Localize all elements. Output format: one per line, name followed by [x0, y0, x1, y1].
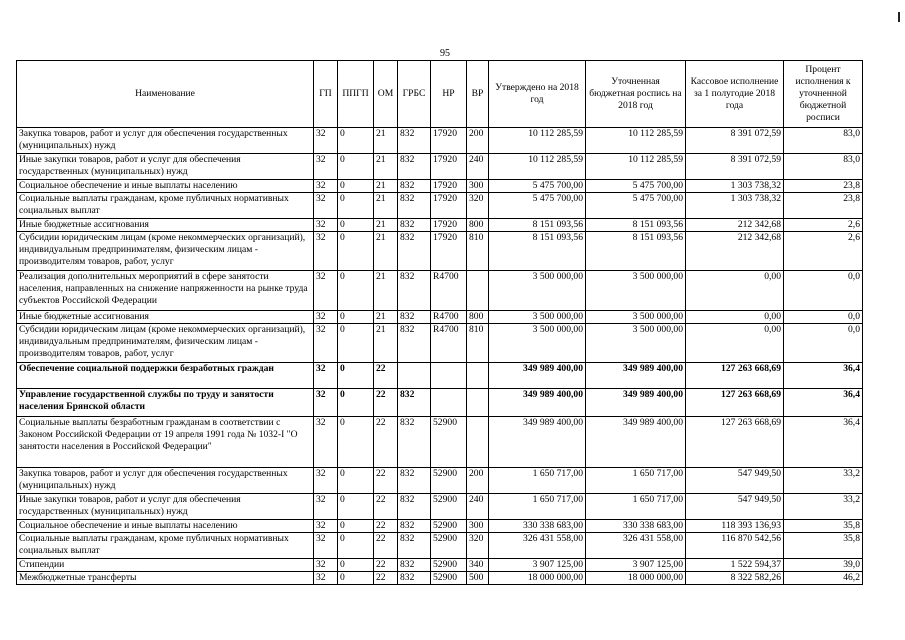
row-cash: 116 870 542,56	[686, 533, 784, 559]
row-percent: 83,0	[784, 154, 863, 180]
row-ppgp: 0	[338, 468, 374, 494]
budget-execution-table	[16, 60, 863, 585]
row-name: Социальные выплаты безработным гражданам в соответствии с Законом Российской Федерации от 19 апреля 1991 года № 1032-I "О занятости населения в Российской Федерации"	[17, 417, 314, 468]
row-grbs: 832	[398, 154, 431, 180]
row-grbs: 832	[398, 520, 431, 533]
row-nr: 17920	[431, 232, 467, 271]
row-vr: 340	[467, 559, 489, 572]
row-percent: 33,2	[784, 468, 863, 494]
table-row	[17, 363, 863, 389]
row-cash: 1 522 594,37	[686, 559, 784, 572]
row-ppgp: 0	[338, 417, 374, 468]
column-header-grbs: ГРБС	[398, 61, 431, 128]
row-cash: 127 263 668,69	[686, 417, 784, 468]
row-gp: 32	[314, 389, 338, 417]
row-approved: 8 151 093,56	[489, 219, 586, 232]
row-name: Межбюджетные трансферты	[17, 572, 314, 585]
row-refined: 5 475 700,00	[586, 193, 686, 219]
column-header-vr: ВР	[467, 61, 489, 128]
row-approved: 3 500 000,00	[489, 324, 586, 363]
row-percent: 35,8	[784, 533, 863, 559]
row-vr: 500	[467, 572, 489, 585]
row-nr: 17920	[431, 219, 467, 232]
row-vr: 240	[467, 154, 489, 180]
row-gp: 32	[314, 219, 338, 232]
row-vr	[467, 363, 489, 389]
row-refined: 349 989 400,00	[586, 363, 686, 389]
row-vr: 800	[467, 311, 489, 324]
row-approved: 349 989 400,00	[489, 417, 586, 468]
row-grbs: 832	[398, 193, 431, 219]
table-row	[17, 559, 863, 572]
row-grbs: 832	[398, 324, 431, 363]
row-gp: 32	[314, 572, 338, 585]
row-approved: 1 650 717,00	[489, 468, 586, 494]
row-cash: 127 263 668,69	[686, 363, 784, 389]
row-vr: 200	[467, 128, 489, 154]
row-grbs: 832	[398, 232, 431, 271]
row-approved: 330 338 683,00	[489, 520, 586, 533]
row-refined: 5 475 700,00	[586, 180, 686, 193]
row-vr	[467, 271, 489, 311]
table-row	[17, 572, 863, 585]
row-om: 22	[374, 417, 398, 468]
table-row	[17, 271, 863, 311]
row-om: 21	[374, 324, 398, 363]
row-percent: 0,0	[784, 271, 863, 311]
row-percent: 0,0	[784, 324, 863, 363]
row-percent: 36,4	[784, 417, 863, 468]
table-row	[17, 232, 863, 271]
table-header-row	[17, 61, 863, 128]
row-gp: 32	[314, 363, 338, 389]
row-name: Реализация дополнительных мероприятий в сфере занятости населения, направленных на снижение напряженности на рынке труда субъектов Российской Федерации	[17, 271, 314, 311]
row-nr: R4700	[431, 271, 467, 311]
row-approved: 3 907 125,00	[489, 559, 586, 572]
row-cash: 127 263 668,69	[686, 389, 784, 417]
row-approved: 10 112 285,59	[489, 128, 586, 154]
row-ppgp: 0	[338, 154, 374, 180]
row-nr: 52900	[431, 417, 467, 468]
table-row	[17, 128, 863, 154]
row-om: 21	[374, 193, 398, 219]
row-vr: 240	[467, 494, 489, 520]
row-refined: 3 500 000,00	[586, 324, 686, 363]
row-name: Закупка товаров, работ и услуг для обеспечения государственных (муниципальных) нужд	[17, 468, 314, 494]
row-nr: 17920	[431, 180, 467, 193]
row-grbs: 832	[398, 559, 431, 572]
column-header-om: ОМ	[374, 61, 398, 128]
row-approved: 8 151 093,56	[489, 232, 586, 271]
row-cash: 0,00	[686, 324, 784, 363]
table-row	[17, 180, 863, 193]
row-cash: 212 342,68	[686, 219, 784, 232]
row-name: Управление государственной службы по труду и занятости населения Брянской области	[17, 389, 314, 417]
row-om: 22	[374, 520, 398, 533]
row-name: Обеспечение социальной поддержки безработных граждан	[17, 363, 314, 389]
row-nr: R4700	[431, 311, 467, 324]
row-name: Иные закупки товаров, работ и услуг для обеспечения государственных (муниципальных) нужд	[17, 154, 314, 180]
row-percent: 23,8	[784, 193, 863, 219]
table-row	[17, 468, 863, 494]
row-ppgp: 0	[338, 193, 374, 219]
row-name: Социальное обеспечение и иные выплаты населению	[17, 180, 314, 193]
table-row	[17, 311, 863, 324]
row-grbs: 832	[398, 180, 431, 193]
row-grbs: 832	[398, 572, 431, 585]
row-gp: 32	[314, 193, 338, 219]
row-nr: 52900	[431, 520, 467, 533]
column-header-cash: Кассовое исполнение за 1 полугодие 2018 года	[686, 61, 784, 128]
row-nr: 52900	[431, 533, 467, 559]
row-approved: 349 989 400,00	[489, 389, 586, 417]
table-row	[17, 324, 863, 363]
table-row	[17, 389, 863, 417]
row-nr: 52900	[431, 559, 467, 572]
row-name: Социальное обеспечение и иные выплаты населению	[17, 520, 314, 533]
row-name: Социальные выплаты гражданам, кроме публичных нормативных социальных выплат	[17, 533, 314, 559]
row-grbs: 832	[398, 271, 431, 311]
row-gp: 32	[314, 417, 338, 468]
row-ppgp: 0	[338, 271, 374, 311]
row-ppgp: 0	[338, 180, 374, 193]
row-vr: 800	[467, 219, 489, 232]
row-nr: 52900	[431, 494, 467, 520]
column-header-percent: Процент исполнения к уточненной бюджетной росписи	[784, 61, 863, 128]
table-row	[17, 533, 863, 559]
row-name: Стипендии	[17, 559, 314, 572]
row-percent: 2,6	[784, 232, 863, 271]
row-refined: 330 338 683,00	[586, 520, 686, 533]
column-header-nr: НР	[431, 61, 467, 128]
table-row	[17, 520, 863, 533]
row-ppgp: 0	[338, 533, 374, 559]
row-refined: 1 650 717,00	[586, 494, 686, 520]
row-gp: 32	[314, 128, 338, 154]
row-refined: 18 000 000,00	[586, 572, 686, 585]
row-percent: 46,2	[784, 572, 863, 585]
row-nr: 17920	[431, 193, 467, 219]
row-grbs: 832	[398, 533, 431, 559]
table-body	[17, 128, 863, 585]
row-refined: 10 112 285,59	[586, 154, 686, 180]
row-gp: 32	[314, 494, 338, 520]
row-vr: 810	[467, 324, 489, 363]
column-header-gp: ГП	[314, 61, 338, 128]
row-vr	[467, 417, 489, 468]
row-approved: 3 500 000,00	[489, 311, 586, 324]
row-percent: 39,0	[784, 559, 863, 572]
row-gp: 32	[314, 520, 338, 533]
row-ppgp: 0	[338, 219, 374, 232]
row-cash: 547 949,50	[686, 468, 784, 494]
row-refined: 326 431 558,00	[586, 533, 686, 559]
row-grbs: 832	[398, 219, 431, 232]
table-row	[17, 154, 863, 180]
row-gp: 32	[314, 468, 338, 494]
row-om: 22	[374, 559, 398, 572]
row-percent: 36,4	[784, 363, 863, 389]
row-cash: 0,00	[686, 271, 784, 311]
row-cash: 8 391 072,59	[686, 154, 784, 180]
row-vr: 200	[467, 468, 489, 494]
row-om: 22	[374, 572, 398, 585]
row-name: Иные закупки товаров, работ и услуг для обеспечения государственных (муниципальных) нужд	[17, 494, 314, 520]
table-row	[17, 494, 863, 520]
row-om: 22	[374, 468, 398, 494]
row-ppgp: 0	[338, 520, 374, 533]
row-nr: 52900	[431, 468, 467, 494]
page-number: 95	[440, 48, 450, 59]
row-gp: 32	[314, 271, 338, 311]
row-nr	[431, 389, 467, 417]
row-vr: 810	[467, 232, 489, 271]
row-grbs: 832	[398, 128, 431, 154]
row-approved: 326 431 558,00	[489, 533, 586, 559]
row-ppgp: 0	[338, 559, 374, 572]
row-cash: 1 303 738,32	[686, 180, 784, 193]
row-vr: 320	[467, 533, 489, 559]
row-approved: 10 112 285,59	[489, 154, 586, 180]
row-om: 21	[374, 232, 398, 271]
row-cash: 547 949,50	[686, 494, 784, 520]
row-om: 21	[374, 311, 398, 324]
row-refined: 349 989 400,00	[586, 417, 686, 468]
row-percent: 36,4	[784, 389, 863, 417]
row-ppgp: 0	[338, 389, 374, 417]
column-header-name: Наименование	[17, 61, 314, 128]
row-percent: 83,0	[784, 128, 863, 154]
row-refined: 1 650 717,00	[586, 468, 686, 494]
row-percent: 2,6	[784, 219, 863, 232]
row-percent: 0,0	[784, 311, 863, 324]
row-name: Субсидии юридическим лицам (кроме некоммерческих организаций), индивидуальным предпринимателям, физическим лицам - производителям товаров, работ, услуг	[17, 232, 314, 271]
row-refined: 3 500 000,00	[586, 311, 686, 324]
row-approved: 3 500 000,00	[489, 271, 586, 311]
table-row	[17, 193, 863, 219]
row-gp: 32	[314, 180, 338, 193]
row-grbs: 832	[398, 494, 431, 520]
row-ppgp: 0	[338, 572, 374, 585]
row-approved: 1 650 717,00	[489, 494, 586, 520]
row-refined: 3 907 125,00	[586, 559, 686, 572]
row-cash: 212 342,68	[686, 232, 784, 271]
row-om: 21	[374, 271, 398, 311]
table-row	[17, 219, 863, 232]
row-ppgp: 0	[338, 363, 374, 389]
row-cash: 1 303 738,32	[686, 193, 784, 219]
row-nr	[431, 363, 467, 389]
row-ppgp: 0	[338, 311, 374, 324]
row-cash: 0,00	[686, 311, 784, 324]
row-approved: 5 475 700,00	[489, 180, 586, 193]
row-gp: 32	[314, 154, 338, 180]
row-ppgp: 0	[338, 128, 374, 154]
row-om: 21	[374, 154, 398, 180]
row-om: 21	[374, 128, 398, 154]
row-grbs	[398, 363, 431, 389]
row-cash: 8 322 582,26	[686, 572, 784, 585]
row-ppgp: 0	[338, 494, 374, 520]
column-header-approved: Утверждено на 2018 год	[489, 61, 586, 128]
row-gp: 32	[314, 324, 338, 363]
row-grbs: 832	[398, 468, 431, 494]
row-name: Субсидии юридическим лицам (кроме некоммерческих организаций), индивидуальным предпринимателям, физическим лицам - производителям товаров, работ, услуг	[17, 324, 314, 363]
row-nr: 52900	[431, 572, 467, 585]
row-om: 22	[374, 533, 398, 559]
row-percent: 23,8	[784, 180, 863, 193]
table-row	[17, 417, 863, 468]
row-approved: 349 989 400,00	[489, 363, 586, 389]
row-refined: 8 151 093,56	[586, 232, 686, 271]
row-approved: 5 475 700,00	[489, 193, 586, 219]
row-refined: 349 989 400,00	[586, 389, 686, 417]
row-refined: 3 500 000,00	[586, 271, 686, 311]
row-om: 22	[374, 389, 398, 417]
row-ppgp: 0	[338, 324, 374, 363]
row-gp: 32	[314, 311, 338, 324]
row-om: 21	[374, 180, 398, 193]
row-grbs: 832	[398, 389, 431, 417]
row-om: 21	[374, 219, 398, 232]
row-vr	[467, 389, 489, 417]
row-vr: 320	[467, 193, 489, 219]
row-approved: 18 000 000,00	[489, 572, 586, 585]
row-om: 22	[374, 494, 398, 520]
row-ppgp: 0	[338, 232, 374, 271]
column-header-refined: Уточненная бюджетная роспись на 2018 год	[586, 61, 686, 128]
row-nr: 17920	[431, 128, 467, 154]
row-percent: 35,8	[784, 520, 863, 533]
row-refined: 8 151 093,56	[586, 219, 686, 232]
row-om: 22	[374, 363, 398, 389]
row-name: Социальные выплаты гражданам, кроме публичных нормативных социальных выплат	[17, 193, 314, 219]
column-header-ppgp: ППГП	[338, 61, 374, 128]
row-vr: 300	[467, 520, 489, 533]
scan-edge-mark	[898, 12, 900, 22]
row-nr: 17920	[431, 154, 467, 180]
row-grbs: 832	[398, 311, 431, 324]
row-percent: 33,2	[784, 494, 863, 520]
row-name: Иные бюджетные ассигнования	[17, 219, 314, 232]
row-nr: R4700	[431, 324, 467, 363]
row-gp: 32	[314, 559, 338, 572]
row-cash: 8 391 072,59	[686, 128, 784, 154]
row-gp: 32	[314, 232, 338, 271]
row-refined: 10 112 285,59	[586, 128, 686, 154]
row-name: Закупка товаров, работ и услуг для обеспечения государственных (муниципальных) нужд	[17, 128, 314, 154]
row-gp: 32	[314, 533, 338, 559]
row-name: Иные бюджетные ассигнования	[17, 311, 314, 324]
row-cash: 118 393 136,93	[686, 520, 784, 533]
row-grbs: 832	[398, 417, 431, 468]
row-vr: 300	[467, 180, 489, 193]
